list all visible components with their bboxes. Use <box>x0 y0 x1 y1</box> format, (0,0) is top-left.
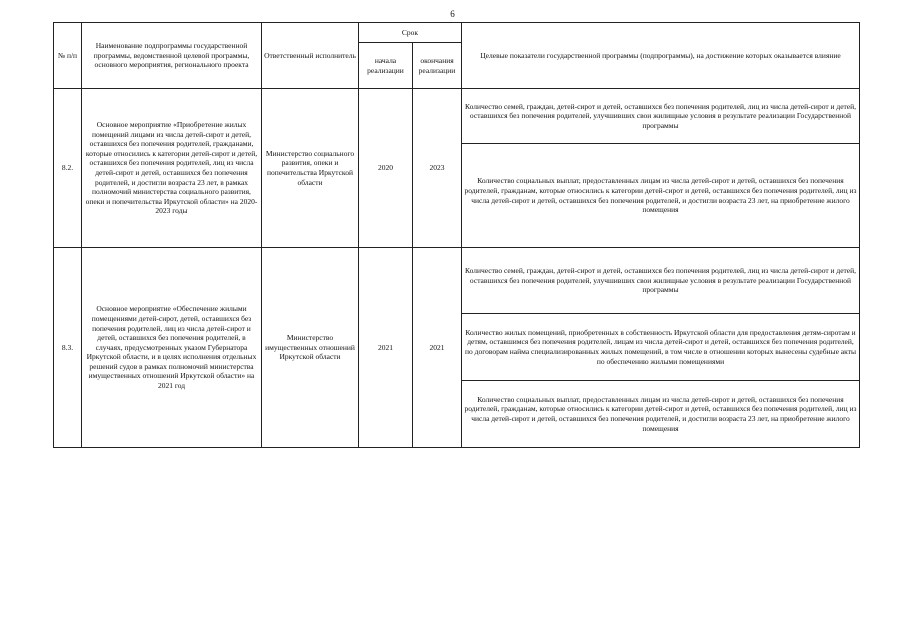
page-number: 6 <box>450 9 455 19</box>
row-name: Основное мероприятие «Обеспечение жилыми помещениями детей-сирот, детей, оставшихся без попечения родителей, лиц из числа детей-сирот и детей, оставшихся без попечения родителей, в случаях, предусмотренных указом Губернатора Иркутской области, и в целях исполнения отдельных решений судов в рамках полномочий министерства имущественных отношений Иркутской области» на 2021 год <box>82 248 262 448</box>
row-end: 2021 <box>413 248 462 448</box>
table-row <box>54 89 860 144</box>
indicator: Количество семей, граждан, детей-сирот и детей, оставшихся без попечения родителей, лиц из числа детей-сирот и детей, оставшихся без попечения родителей, улучшивших свои жилищные условия в результате реализации Государственной программы <box>462 248 860 314</box>
header-executor: Ответственный исполнитель <box>262 23 359 89</box>
row-executor: Министерство имущественных отношений Иркутской области <box>262 248 359 448</box>
indicator: Количество семей, граждан, детей-сирот и детей, оставшихся без попечения родителей, лиц из числа детей-сирот и детей, оставшихся без попечения родителей, улучшивших свои жилищные условия в результате реализации Государственной программы <box>462 89 860 144</box>
row-start: 2020 <box>359 89 413 248</box>
indicator: Количество жилых помещений, приобретенных в собственность Иркутской области для предоставления детям-сиротам и детям, оставшимся без попечения родителей, лицам из числа детей-сирот и детей, оставшихся без попечения родителей, по договорам найма специализированных жилых помещений, в том числе в отношении которых вынесены судебные акты по обеспечению жилыми помещениями <box>462 314 860 381</box>
row-name: Основное мероприятие «Приобретение жилых помещений лицами из числа детей-сирот и детей, оставшихся без попечения родителей, гражданами, которые относились к категории детей-сирот и детей, оставшихся без попечения родителей, лиц из числа детей-сирот и детей, оставшихся без попечения родителей, и достигли возраста 23 лет, в рамках полномочий министерства социального развития, опеки и попечительства Иркутской области» на 2020-2023 годы <box>82 89 262 248</box>
header-start: начала реализации <box>359 43 413 89</box>
row-num: 8.3. <box>54 248 82 448</box>
header-name: Наименование подпрограммы государственной программы, ведомственной целевой программы, основного мероприятия, регионального проекта <box>82 23 262 89</box>
indicator: Количество социальных выплат, предоставленных лицам из числа детей-сирот и детей, оставшихся без попечения родителей, гражданам, которые относились к категории детей-сирот и детей, оставшихся без попечения родителей, лиц из числа детей-сирот и детей, оставшихся без попечения родителей, и достигли возраста 23 лет, на приобретение жилого помещения <box>462 381 860 448</box>
row-end: 2023 <box>413 89 462 248</box>
header-term: Срок <box>359 23 462 43</box>
header-indicators: Целевые показатели государственной программы (подпрограммы), на достижение которых оказывается влияние <box>462 23 860 89</box>
header-num: № п/п <box>54 23 82 89</box>
row-start: 2021 <box>359 248 413 448</box>
row-num: 8.2. <box>54 89 82 248</box>
row-executor: Министерство социального развития, опеки и попечительства Иркутской области <box>262 89 359 248</box>
indicator: Количество социальных выплат, предоставленных лицам из числа детей-сирот и детей, оставшихся без попечения родителей, гражданам, которые относились к категории детей-сирот и детей, оставшихся без попечения родителей, лиц из числа детей-сирот и детей, оставшихся без попечения родителей, и достигли возраста 23 лет, на приобретение жилого помещения <box>462 144 860 248</box>
program-table <box>53 22 860 448</box>
header-end: окончания реализации <box>413 43 462 89</box>
table-row <box>54 248 860 314</box>
